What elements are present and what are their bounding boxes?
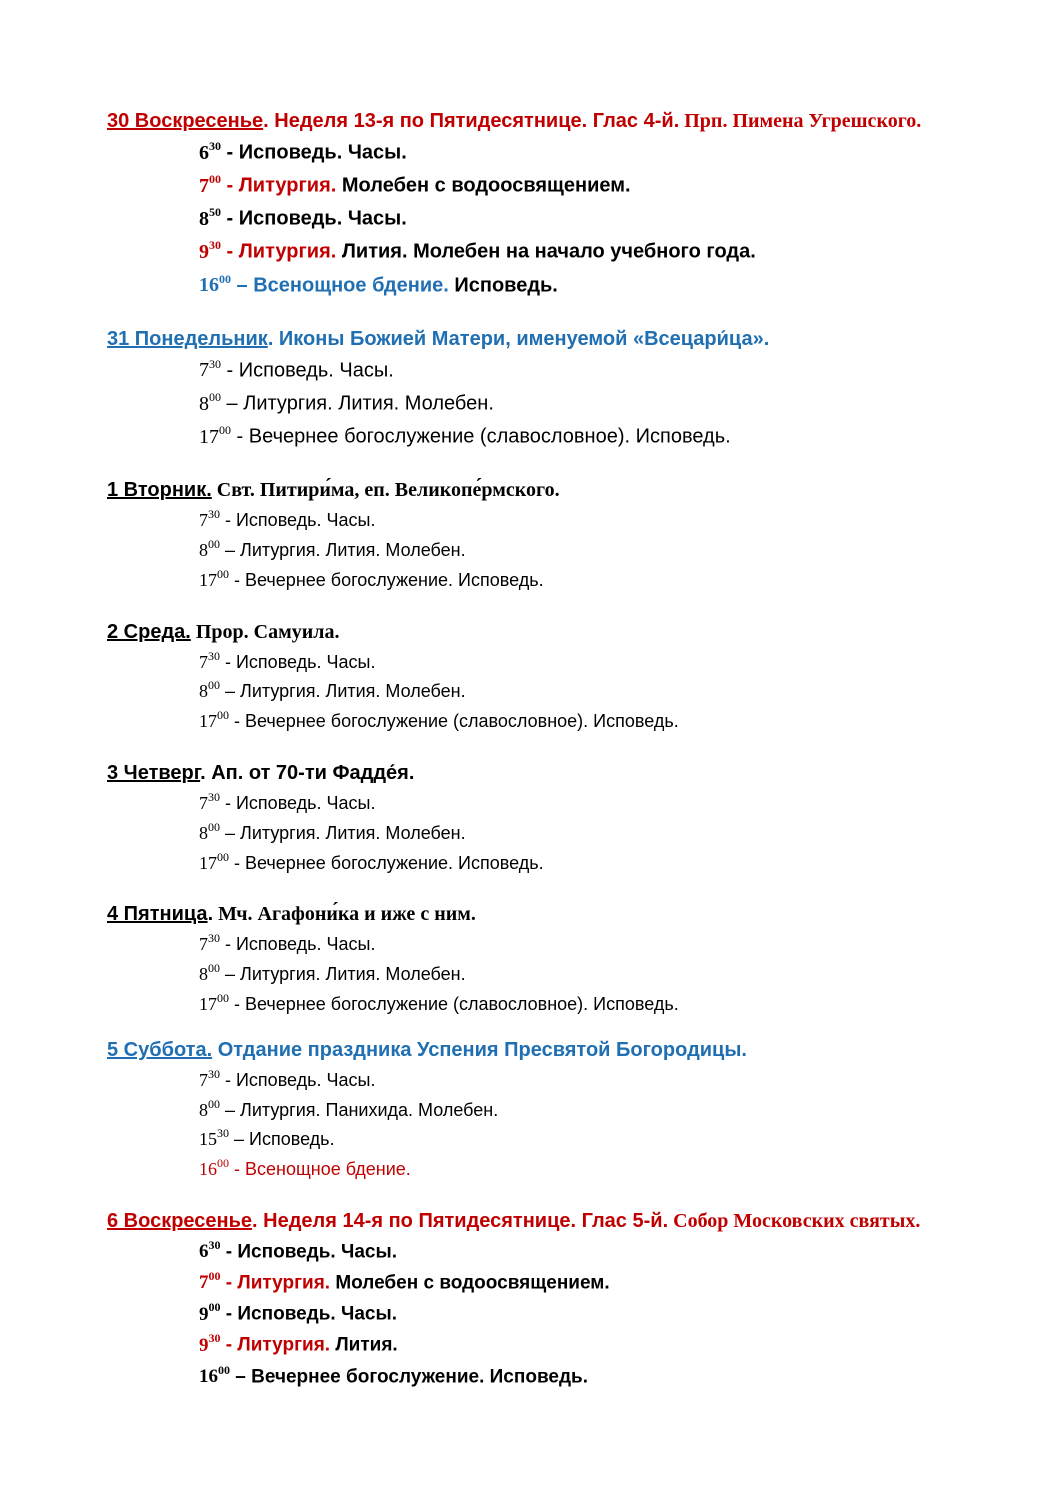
service-line: $17^{00}$ - Вечернее богослужение (славословное). Исповедь. xyxy=(199,423,731,448)
service-line: $7^{30}$ - Исповедь. Часы. xyxy=(199,931,376,955)
service-line: $9^{30}$ - Литургия. Лития. xyxy=(199,1331,398,1356)
service-line: $7^{30}$ - Исповедь. Часы. xyxy=(199,507,376,531)
day-name: 31 Понедельник xyxy=(107,327,268,350)
day-heading: 3 Четверг. Ап. от 70-ти Фадде́я. xyxy=(107,762,415,785)
day-saint: Мч. Агафони́ка и иже с ним. xyxy=(213,903,476,926)
service-line: $7^{00}$ - Литургия. Молебен с водоосвящением. xyxy=(199,1269,610,1294)
day-entry xyxy=(107,1208,967,1390)
day-entry xyxy=(107,760,967,875)
day-name: 1 Вторник. xyxy=(107,479,212,502)
service-line: $8^{00}$ – Литургия. Лития. Молебен. xyxy=(199,819,466,843)
day-feast: Неделя 14-я по Пятидесятнице. Глас 5-й. xyxy=(257,1210,669,1232)
service-line: $17^{00}$ - Вечернее богослужение. Исповедь. xyxy=(199,849,544,873)
day-entry xyxy=(107,477,967,592)
schedule-page xyxy=(107,108,967,1390)
service-line: $17^{00}$ - Вечернее богослужение (славословное). Исповедь. xyxy=(199,708,679,732)
day-name: 4 Пятница xyxy=(107,903,208,926)
day-name: 2 Среда. xyxy=(107,620,191,643)
day-entry xyxy=(107,108,967,300)
day-heading xyxy=(107,619,967,645)
service-line: $9^{00}$ - Исповедь. Часы. xyxy=(199,1300,397,1325)
service-line: $17^{00}$ - Вечернее богослужение. Исповедь. xyxy=(199,566,544,590)
day-name: 3 Четверг xyxy=(107,762,201,785)
service-line: $16^{00}$ - Всенощное бдение. xyxy=(199,1156,411,1180)
service-line: $7^{30}$ - Исповедь. Часы. xyxy=(199,1066,376,1090)
day-name: 30 Воскресенье xyxy=(107,110,264,132)
service-line: $16^{00}$ – Вечернее богослужение. Исповедь. xyxy=(199,1362,588,1387)
service-line: $7^{00}$ - Литургия. Молебен с водоосвящением. xyxy=(199,172,631,197)
day-entry xyxy=(107,1037,967,1182)
day-name: 5 Суббота. xyxy=(107,1038,213,1061)
service-line: $7^{30}$ - Исповедь. Часы. xyxy=(199,356,394,382)
service-line: $16^{00}$ – Всенощное бдение. Исповедь. xyxy=(199,271,558,297)
day-saint: Собор Московских святых. xyxy=(668,1210,921,1232)
day-saint: Прп. Пимена Угрешского. xyxy=(679,110,922,132)
day-feast: Иконы Божией Матери, именуемой «Всецари́ца». xyxy=(273,327,770,350)
service-line: $7^{30}$ - Исповедь. Часы. xyxy=(199,790,376,814)
service-line: $8^{50}$ - Исповедь. Часы. xyxy=(199,205,407,230)
service-line: $9^{30}$ - Литургия. Лития. Молебен на начало учебного года. xyxy=(199,238,756,264)
day-heading: 6 Воскресенье. Неделя 14-я по Пятидесятнице. Глас 5-й. Собор Московских святых. xyxy=(107,1210,921,1232)
day-saint: Свт. Питири́ма, еп. Великопе́рмского. xyxy=(211,479,560,502)
service-line: $8^{00}$ – Литургия. Лития. Молебен. xyxy=(199,389,494,415)
day-name: 6 Воскресенье xyxy=(107,1210,253,1232)
service-line: $6^{30}$ - Исповедь. Часы. xyxy=(199,1238,397,1263)
day-feast: Отдание праздника Успения Пресвятой Богородицы. xyxy=(212,1038,747,1061)
day-saint: Прор. Самуила. xyxy=(190,620,340,643)
day-entry xyxy=(107,901,967,1016)
day-feast: Неделя 13-я по Пятидесятнице. Глас 4-й. xyxy=(268,110,680,132)
day-feast: Ап. от 70-ти Фадде́я. xyxy=(205,762,415,785)
service-line: $7^{30}$ - Исповедь. Часы. xyxy=(199,648,376,672)
day-heading: 30 Воскресенье. Неделя 13-я по Пятидесятнице. Глас 4-й. Прп. Пимена Угрешского. xyxy=(107,110,922,132)
service-line: $17^{00}$ - Вечернее богослужение (славословное). Исповедь. xyxy=(199,991,679,1015)
day-entry xyxy=(107,326,967,451)
service-line: $8^{00}$ – Литургия. Лития. Молебен. xyxy=(199,537,466,561)
day-heading xyxy=(107,477,967,503)
service-line: $8^{00}$ – Литургия. Лития. Молебен. xyxy=(199,961,466,985)
day-heading xyxy=(107,1037,967,1063)
day-entry xyxy=(107,619,967,734)
service-line: $15^{30}$ – Исповедь. xyxy=(199,1126,335,1150)
service-line: $8^{00}$ – Литургия. Лития. Молебен. xyxy=(199,678,466,702)
service-line: $8^{00}$ – Литургия. Панихида. Молебен. xyxy=(199,1096,499,1120)
service-line: $6^{30}$ - Исповедь. Часы. xyxy=(199,139,407,164)
day-heading: 31 Понедельник. Иконы Божией Матери, именуемой «Всецари́ца». xyxy=(107,327,770,350)
day-heading: 4 Пятница. Мч. Агафони́ка и иже с ним. xyxy=(107,903,476,926)
